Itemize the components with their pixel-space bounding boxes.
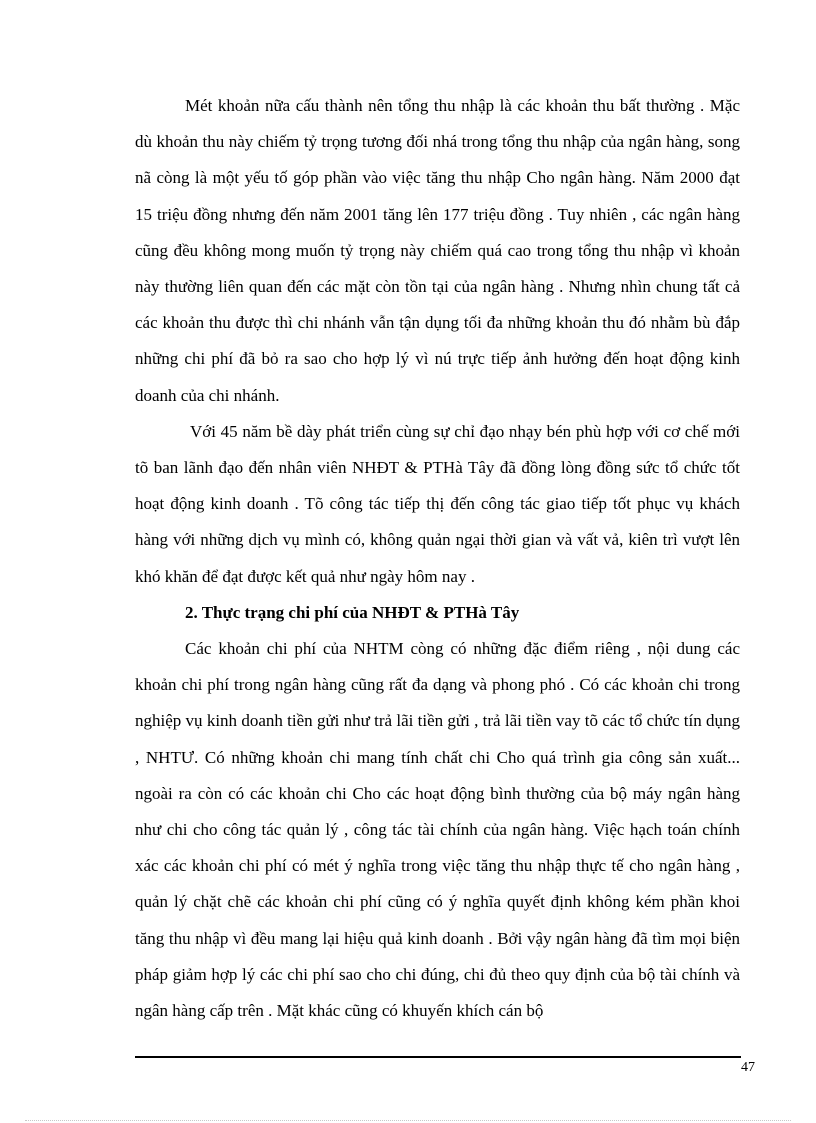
- paragraph-achievements: Với 45 năm bề dày phát triển cùng sự chỉ đạo nhạy bén phù hợp với cơ chế mới tõ ban lãnh đạo đến nhân viên NHĐT & PTHà Tây đã đồng lòng đồng sức tổ chức tốt hoạt động kinh doanh . Tõ công tác tiếp thị đến công tác giao tiếp tốt phục vụ khách hàng với những dịch vụ mình có, không quản ngại thời gian và vất vả, kiên trì vượt lên khó khăn để đạt được kết quả như ngày hôm nay .: [135, 421, 740, 586]
- page-bottom-dotted-edge: [25, 1120, 791, 1121]
- footer-divider: [135, 1056, 741, 1058]
- section-heading: 2. Thực trạng chi phí của NHĐT & PTHà Tây: [185, 602, 520, 622]
- paragraph-income-extraordinary: Mét khoản nữa cấu thành nên tổng thu nhập là các khoản thu bất thường . Mặc dù khoản thu này chiếm tỷ trọng tương đối nhá trong tổng thu nhập của ngân hàng, song nã còng là một yếu tố góp phần vào việc tăng thu nhập Cho ngân hàng. Năm 2000 đạt 15 triệu đồng nhưng đến năm 2001 tăng lên 177 triệu đồng . Tuy nhiên , các ngân hàng cũng đều không mong muốn tỷ trọng này chiếm quá cao trong tổng thu nhập vì khoản này thường liên quan đến các mặt còn tồn tại của ngân hàng . Nhưng nhìn chung tất cả các khoản thu được thì chi nhánh vẫn tận dụng tối đa những khoản thu đó nhằm bù đắp những chi phí đã bỏ ra sao cho hợp lý vì nú trực tiếp ảnh hưởng đến hoạt động kinh doanh của chi nhánh.: [135, 96, 740, 405]
- paragraph-expenses: Các khoản chi phí của NHTM còng có những đặc điểm riêng , nội dung các khoản chi phí trong ngân hàng cũng rất đa dạng và phong phó . Có các khoản chi trong nghiệp vụ kinh doanh tiền gửi như trả lãi tiền gửi , trả lãi tiền vay tõ các tổ chức tín dụng , NHTƯ. Có những khoản chi mang tính chất chi Cho quá trình gia công sản xuất... ngoài ra còn có các khoản chi Cho các hoạt động bình thường của bộ máy ngân hàng như chi cho công tác quản lý , công tác tài chính của ngân hàng. Việc hạch toán chính xác các khoản chi phí có mét ý nghĩa trong việc tăng thu nhập thực tế cho ngân hàng , quản lý chặt chẽ các khoản chi phí cũng có ý nghĩa quyết định không kém phần khoi tăng thu nhập vì đều mang lại hiệu quả kinh doanh . Bởi vậy ngân hàng đã tìm mọi biện pháp giảm hợp lý các chi phí sao cho chi đúng, chi đủ theo quy định của bộ tài chính và ngân hàng cấp trên . Mặt khác cũng có khuyến khích cán bộ: [135, 639, 740, 1021]
- page-number: 47: [741, 1060, 755, 1075]
- body-text: [135, 88, 740, 1029]
